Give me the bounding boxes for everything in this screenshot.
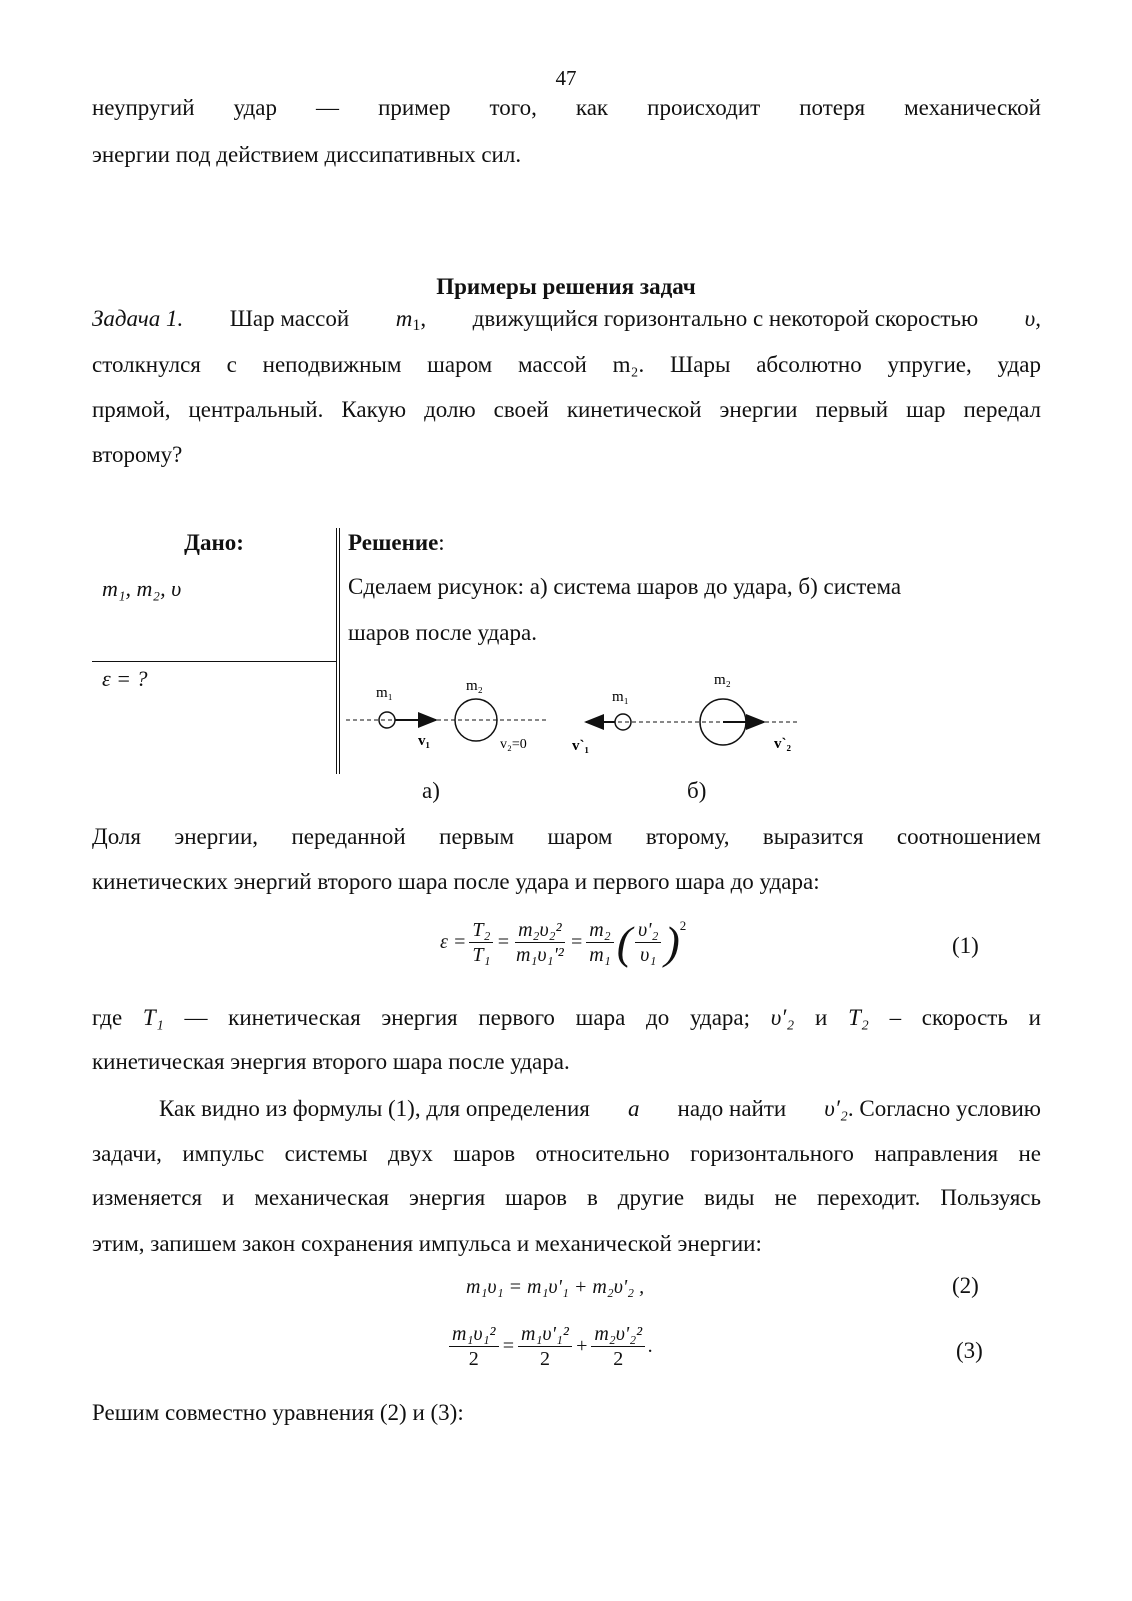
collision-figure — [340, 664, 820, 774]
eq1-p-num: υ'₂ — [635, 918, 661, 943]
given-header: Дано: — [184, 530, 244, 555]
solution-header-wrap: Решение: — [348, 530, 445, 555]
para1-line-2: кинетических энергий второго шара после удара и первого шара до удара: — [92, 869, 820, 894]
word: как — [575, 95, 609, 120]
word: кинетическая — [228, 1005, 361, 1030]
page-number: 47 — [555, 66, 577, 90]
eq3-number: (3) — [956, 1338, 983, 1363]
velocity-symbol: υ, — [1024, 306, 1041, 331]
eq1-number: (1) — [952, 933, 979, 958]
word: Доля — [92, 824, 141, 849]
equals: = — [496, 931, 510, 953]
given-values: m₁, m₂, υ — [102, 576, 182, 601]
word: первым — [439, 824, 515, 849]
caption-b: б) — [687, 778, 707, 803]
problem-line-1 — [92, 304, 1041, 341]
word: механической — [904, 95, 1041, 120]
problem-line-2: столкнулся с неподвижным шаром массой m₂. Шары абсолютно упругие, удар — [92, 352, 1041, 377]
equals: = — [501, 1335, 516, 1357]
word: энергия — [381, 1005, 458, 1030]
period: . — [648, 1335, 654, 1357]
label-v1-a: v₁ — [418, 733, 430, 749]
eq1-frac-t — [469, 918, 493, 967]
eq1-r-num: m₂ — [586, 918, 613, 943]
para3-text-a: Как видно из формулы (1), для определения — [159, 1096, 590, 1121]
word: и — [815, 1005, 828, 1030]
eq3-n1: m₁υ₁² — [449, 1322, 499, 1347]
equation-1 — [440, 918, 686, 967]
word: потеря — [799, 95, 866, 120]
para1-line-1 — [92, 822, 1041, 852]
eq1-m-den: m₁υ₁'² — [515, 944, 564, 966]
table-divider-1 — [336, 528, 337, 774]
eq3-frac-3 — [591, 1322, 645, 1371]
problem-text-a: Шар массой — [229, 306, 350, 331]
eq2-number: (2) — [952, 1273, 979, 1298]
word: первого — [478, 1005, 555, 1030]
word: выразится — [762, 824, 864, 849]
eq1-m-num: m₂υ₂² — [515, 918, 565, 943]
word: — — [184, 1005, 208, 1030]
word: – — [889, 1005, 902, 1030]
var-v2-prime: υ′₂ — [824, 1096, 848, 1121]
eq1-t-den: T₁ — [472, 944, 491, 966]
given-underline — [92, 661, 336, 662]
label-m1-a: m₁ — [376, 685, 393, 701]
intro-line-2: энергии под действием диссипативных сил. — [92, 142, 522, 167]
var-a: a — [627, 1096, 640, 1121]
right-paren: ) — [664, 916, 680, 968]
equation-2: m₁υ₁ = m₁υ'₁ + m₂υ'₂ , — [466, 1276, 645, 1298]
eq1-lhs: ε = — [440, 931, 467, 953]
eq1-r-den: m₁ — [589, 944, 611, 966]
para3-line-1 — [159, 1094, 1041, 1124]
para3-line-3: изменяется и механическая энергия шаров в другие виды не переходит. Пользуясь — [92, 1185, 1041, 1210]
word: происходит — [647, 95, 761, 120]
final-line: Решим совместно уравнения (2) и (3): — [92, 1400, 464, 1425]
solution-header: Решение — [348, 530, 439, 555]
word: — — [316, 95, 340, 120]
eq3-frac-1 — [449, 1322, 499, 1371]
label-m2-b: m₂ — [714, 672, 731, 688]
problem-label: Задача 1. — [92, 306, 184, 331]
label-v1-b: v`₁ — [572, 738, 589, 754]
word: неупругий — [92, 95, 195, 120]
word: энергии, — [174, 824, 259, 849]
mass-m1: $m_1$, — [395, 306, 427, 335]
label-v2-b: v`₂ — [774, 736, 791, 752]
plus: + — [574, 1335, 589, 1357]
label-m2-a: m₂ — [466, 678, 483, 694]
section-heading: Примеры решения задач — [436, 274, 696, 299]
eq3-n3: m₂υ'₂² — [591, 1322, 645, 1347]
word: пример — [378, 95, 451, 120]
label-v2-a: v₂=0 — [500, 737, 527, 752]
para3-text-c: . Согласно условию — [847, 1096, 1041, 1121]
caption-a: а) — [422, 778, 440, 803]
eq1-frac-p — [635, 918, 661, 967]
problem-text-b: движущийся горизонтально с некоторой скоростью — [472, 306, 979, 331]
para3-line-2: задачи, импульс системы двух шаров относительно горизонтального направления не — [92, 1141, 1041, 1166]
para3-line-4: этим, запишем закон сохранения импульса и механической энергии: — [92, 1231, 762, 1256]
para2-line-2: кинетическая энергия второго шара после удара. — [92, 1049, 570, 1074]
eq3-frac-2 — [518, 1322, 572, 1371]
word: удар — [233, 95, 278, 120]
word: скорость — [921, 1005, 1008, 1030]
eq1-p-den: υ₁ — [640, 944, 657, 966]
word: шара — [575, 1005, 626, 1030]
var-v2-prime: υ′₂ — [770, 1005, 795, 1030]
word: удара; — [689, 1005, 750, 1030]
word: соотношением — [896, 824, 1041, 849]
eq3-d2: 2 — [539, 1348, 550, 1370]
var-t1: T₁ — [142, 1005, 164, 1030]
problem-line-3: прямой, центральный. Какую долю своей кинетической энергии первый шар передал — [92, 397, 1041, 422]
left-paren: ( — [616, 916, 633, 968]
eq3-n2: m₁υ'₁² — [518, 1322, 572, 1347]
eq3-d3: 2 — [613, 1348, 624, 1370]
para3-text-b: надо найти — [677, 1096, 787, 1121]
problem-line-4: второму? — [92, 442, 183, 467]
word: и — [1028, 1005, 1041, 1030]
word: где — [92, 1005, 123, 1030]
find-value: ε = ? — [102, 666, 148, 691]
equation-3 — [446, 1322, 653, 1371]
intro-line-1 — [92, 93, 1041, 123]
para2-line-1 — [92, 1003, 1041, 1033]
eq3-d1: 2 — [468, 1348, 479, 1370]
solution-line-1: Сделаем рисунок: а) система шаров до удара, б) система — [348, 574, 902, 599]
eq1-t-num: T₂ — [469, 918, 493, 943]
word: второму, — [645, 824, 730, 849]
eq1-frac-m — [513, 918, 567, 967]
var-t2: T₂ — [848, 1005, 869, 1030]
word: шаром — [547, 824, 613, 849]
equals: = — [569, 931, 584, 953]
word: до — [646, 1005, 670, 1030]
word: переданной — [291, 824, 406, 849]
eq1-exponent: 2 — [679, 918, 687, 933]
eq1-frac-r — [586, 918, 613, 967]
label-m1-b: m₁ — [612, 689, 629, 705]
solution-line-2: шаров после удара. — [348, 620, 537, 645]
word: того, — [489, 95, 537, 120]
